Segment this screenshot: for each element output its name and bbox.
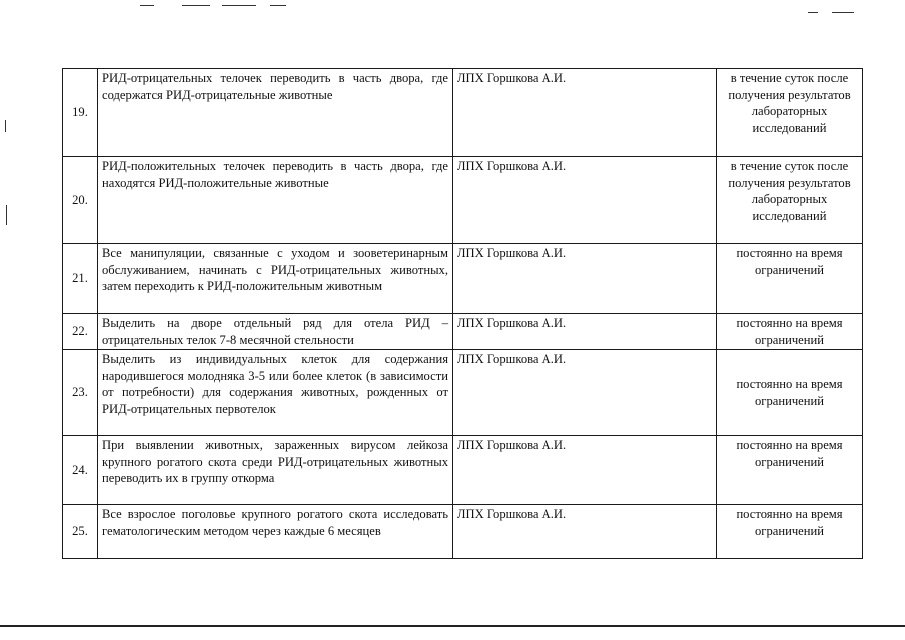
responsible-party: ЛПХ Горшкова А.И.	[453, 350, 717, 436]
table-row	[63, 350, 863, 436]
measure-text: РИД-отрицательных телочек переводить в часть двора, где содержатся РИД-отрицательные животные	[98, 69, 453, 157]
measures-table	[62, 68, 863, 559]
responsible-party: ЛПХ Горшкова А.И.	[453, 69, 717, 157]
responsible-party: ЛПХ Горшкова А.И.	[453, 157, 717, 244]
row-number: 21.	[63, 244, 98, 314]
table-row	[63, 505, 863, 559]
responsible-party: ЛПХ Горшкова А.И.	[453, 244, 717, 314]
scan-mark-top-right	[832, 12, 854, 13]
table-row	[63, 244, 863, 314]
row-number: 25.	[63, 505, 98, 559]
scan-mark-top	[270, 5, 286, 6]
responsible-party: ЛПХ Горшкова А.И.	[453, 314, 717, 350]
scan-mark-top	[222, 5, 256, 6]
scan-mark-top	[140, 5, 154, 6]
responsible-party: ЛПХ Горшкова А.И.	[453, 505, 717, 559]
deadline: постоянно на время ограничений	[717, 505, 863, 559]
table-row	[63, 436, 863, 505]
table-row	[63, 314, 863, 350]
table-row	[63, 69, 863, 157]
table-row	[63, 157, 863, 244]
deadline: в течение суток после получения результатов лабораторных исследований	[717, 157, 863, 244]
measure-text: Выделить из индивидуальных клеток для содержания народившегося молодняка 3-5 или более клеток (в зависимости от потребности) для содержания животных, рожденных от РИД-отрицательных первотелок	[98, 350, 453, 436]
scan-mark-top	[182, 5, 210, 6]
scan-mark-top-right	[808, 12, 818, 13]
deadline: в течение суток после получения результатов лабораторных исследований	[717, 69, 863, 157]
measure-text: При выявлении животных, зараженных вирусом лейкоза крупного рогатого скота среди РИД-отрицательных животных переводить их в группу откорма	[98, 436, 453, 505]
measure-text: Все манипуляции, связанные с уходом и зооветеринарным обслуживанием, начинать с РИД-отрицательных животных, затем переходить к РИД-положительным животным	[98, 244, 453, 314]
scan-mark-left	[5, 120, 6, 132]
measure-text: Выделить на дворе отдельный ряд для отела РИД – отрицательных телок 7-8 месячной стельности	[98, 314, 453, 350]
scan-mark-bottom	[0, 625, 905, 627]
row-number: 20.	[63, 157, 98, 244]
row-number: 23.	[63, 350, 98, 436]
responsible-party: ЛПХ Горшкова А.И.	[453, 436, 717, 505]
measure-text: Все взрослое поголовье крупного рогатого скота исследовать гематологическим методом через каждые 6 месяцев	[98, 505, 453, 559]
deadline: постоянно на время ограничений	[717, 314, 863, 350]
deadline: постоянно на время ограничений	[717, 244, 863, 314]
row-number: 22.	[63, 314, 98, 350]
row-number: 24.	[63, 436, 98, 505]
measure-text: РИД-положительных телочек переводить в часть двора, где находятся РИД-положительные животные	[98, 157, 453, 244]
deadline: постоянно на время ограничений	[717, 436, 863, 505]
measures-table-body	[63, 69, 863, 559]
row-number: 19.	[63, 69, 98, 157]
scan-mark-left	[6, 205, 7, 225]
deadline: постоянно на время ограничений	[717, 350, 863, 436]
